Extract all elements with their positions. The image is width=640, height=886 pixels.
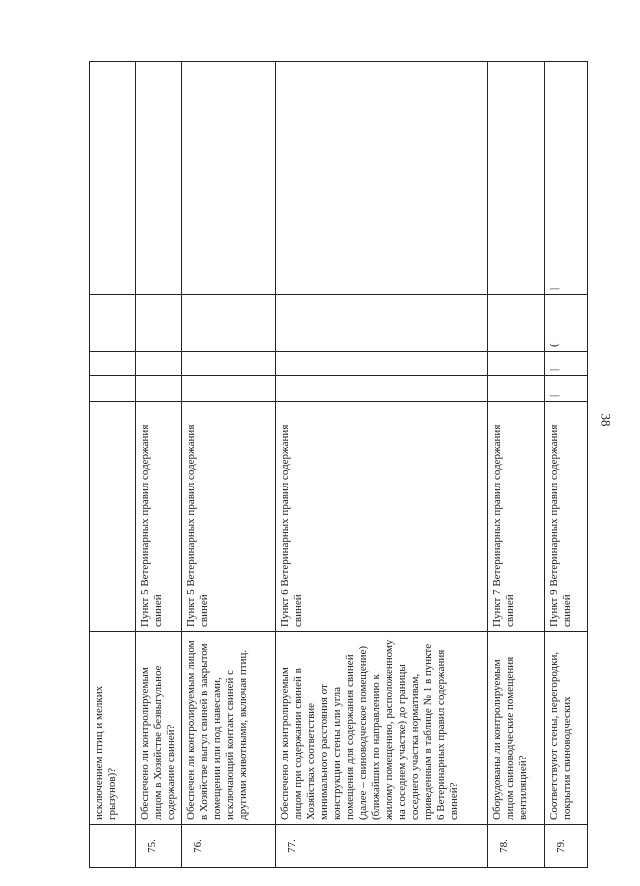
reference-text: Пункт 5 Ветеринарных правил содержания свиней (182, 402, 276, 632)
comment-cell: | (545, 62, 588, 295)
answer-yes-cell (276, 376, 488, 402)
table-row (90, 62, 136, 868)
comment-cell (182, 62, 276, 295)
comment-cell (90, 62, 136, 295)
not-applicable-cell: ( (545, 295, 588, 352)
answer-yes-cell: | (545, 376, 588, 402)
reference-text: Пункт 6 Ветеринарных правил содержания свиней (276, 402, 488, 632)
answer-no-cell (182, 352, 276, 376)
row-number (90, 825, 136, 868)
checklist-table (89, 61, 588, 868)
row-number: 75. (136, 825, 182, 868)
reference-text: Пункт 9 Ветеринарных правил содержания свиней (545, 402, 588, 632)
answer-yes-cell (136, 376, 182, 402)
row-number: 77. (276, 825, 488, 868)
reference-text: Пункт 7 Ветеринарных правил содержания свиней (488, 402, 545, 632)
comment-cell (136, 62, 182, 295)
not-applicable-cell (90, 295, 136, 352)
reference-text: Пункт 5 Ветеринарных правил содержания свиней (136, 402, 182, 632)
not-applicable-cell (488, 295, 545, 352)
row-number: 79. (545, 825, 588, 868)
answer-no-cell (276, 352, 488, 376)
question-text: исключением птиц и мелких грызунов)? (90, 632, 136, 825)
question-text: Оборудованы ли контролируемым лицом свиноводческие помещения вентиляцией? (488, 632, 545, 825)
not-applicable-cell (276, 295, 488, 352)
question-text: Соответствуют стены, перегородки, покрытия свиноводческих (545, 632, 588, 825)
not-applicable-cell (136, 295, 182, 352)
answer-no-cell (136, 352, 182, 376)
row-number: 76. (182, 825, 276, 868)
table-row (545, 62, 588, 868)
table-row (276, 62, 488, 868)
answer-no-cell (90, 352, 136, 376)
not-applicable-cell (182, 295, 276, 352)
table-row (182, 62, 276, 868)
answer-yes-cell (90, 376, 136, 402)
row-number: 78. (488, 825, 545, 868)
question-text: Обеспечено ли контролируемым лицом в Хозяйстве безвыгульное содержание свиней? (136, 632, 182, 825)
comment-cell (276, 62, 488, 295)
reference-text (90, 402, 136, 632)
answer-no-cell: | (545, 352, 588, 376)
answer-yes-cell (182, 376, 276, 402)
comment-cell (488, 62, 545, 295)
table-row (136, 62, 182, 868)
checklist-sheet (89, 62, 582, 868)
page-number: 38 (598, 413, 614, 427)
table-row (488, 62, 545, 868)
answer-yes-cell (488, 376, 545, 402)
answer-no-cell (488, 352, 545, 376)
question-text: Обеспечен ли контролируемым лицом в Хозяйстве выгул свиней в закрытом помещении или под навесами, исключающий контакт свиней с другими животными, включая птиц. (182, 632, 276, 825)
question-text: Обеспечено ли контролируемым лицом при содержании свиней в Хозяйствах соответствие минимального расстояния от конструкции стены или угла помещения для содержания свиней (далее – свиноводческое помещение) (ближайших по направлению к жилому помещению, расположенному на соседнем участке) до границы соседнего участка нормативам, приведенным в таблице № 1 в пункте 6 Ветеринарных правил содержания свиней? (276, 632, 488, 825)
